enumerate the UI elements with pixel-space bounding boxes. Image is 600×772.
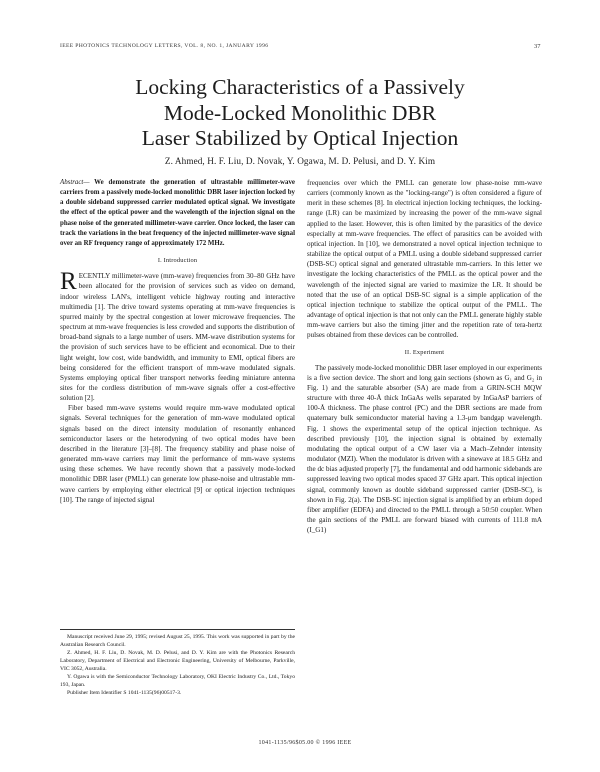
footnotes — [60, 629, 295, 697]
page-number: 37 — [534, 43, 541, 50]
footnote-manuscript: Manuscript received June 29, 1995; revised August 25, 1995. This work was supported in part by the Australian Research Council. — [60, 634, 295, 648]
section-heading-introduction: I. Introduction — [157, 257, 198, 265]
left-column — [60, 178, 295, 505]
title-line-3: Laser Stabilized by Optical Injection — [141, 126, 459, 150]
section-heading-experiment: II. Experiment — [404, 348, 445, 356]
abstract-text: We demonstrate the generation of ultrastable millimeter-wave carriers from a passively mode-locked monolithic DBR laser injection locked by a double sideband suppressed carrier modulated optical signal. We investigate the effect of the optical power and the wavelength of the injection signal on the phase noise of the generated millimeter-wave carrier. Once locked, the laser can track the variations in the beat frequency of the injected millimeter-wave signal over an RF frequency range of approximately 172 MHz. — [60, 179, 295, 247]
footnote-affiliation-2: Y. Ogawa is with the Semiconductor Technology Laboratory, OKI Electric Industry Co., Ltd., Tokyo 193, Japan. — [60, 674, 295, 688]
title-line-1: Locking Characteristics of a Passively — [135, 75, 465, 99]
experiment-paragraph-1: The passively mode-locked monolithic DBR laser employed in our experiments is a five section device. The short and long gain sections (shown as G₁ and G₂ in Fig. 1) and the saturable absorber (SA) are made from a GRIN-SCH MQW structure with three 40-Å thick InGaAs wells separated by InGaAsP barriers of 100-Å thickness. The phase control (PC) and the DBR sections are made from quaternary bulk semiconductor material having a 1.3-μm bandgap wavelength. Fig. 1 shows the experimental setup of the optical injection technique. As described previously [10], the injection signal is obtained by externally modulating the optical output of a CW laser via a Mach–Zehnder intensity modulator (MZI). When the modulator is driven with a sinewave at 18.5 GHz and the dc bias adjusted properly [7], the fundamental and odd harmonic sidebands are suppressed leaving two optical modes spaced 37 GHz apart. This optical injection signal, commonly known as double sideband suppressed carrier (DSB-SC), is shown in Fig. 2(a). The DSB-SC injection signal is amplified by an erbium doped fiber amplifier (EDFA) and directed to the PMLL through a 50:50 coupler. When the gain sections of the PMLL are forward biased with currents of 111.8 mA (I_G1) — [307, 363, 542, 535]
right-column — [307, 178, 542, 535]
running-head: IEEE PHOTONICS TECHNOLOGY LETTERS, VOL. 8, NO. 1, JANUARY 1996 — [60, 43, 269, 49]
copyright-code: 1041-1135/96$05.00 © 1996 IEEE — [258, 740, 352, 746]
intro-paragraph-1-text: ECENTLY millimeter-wave (mm-wave) frequencies from 30–80 GHz have been allocated for the provision of services such as video on demand, indoor wireless LAN's, intelligent vehicle highway routing and interactive multimedia [1]. The drive toward systems operating at mm-wave frequencies is spurred mainly by the spectral congestion at lower microwave frequencies. The spectrum at mm-wave frequencies is less crowded and supports the distribution of broad-band signals to a large number of users. MM-wave distribution systems for the provision of such services have to be efficient and economical. Due to their light weight, low cost, wide bandwidth, and immunity to EMI, optical fibers are being considered for the efficient transport of mm-wave modulated signals. Systems employing optical fiber transport networks feeding miniature antenna sites for the cordless distribution of mm-wave signals offer a cost-effective solution [2]. — [60, 272, 295, 403]
footnote-publisher-id: Publisher Item Identifier S 1041-1135(96)00517-3. — [67, 690, 182, 696]
intro-paragraph-3: frequencies over which the PMLL can generate low phase-noise mm-wave carriers (commonly known as the "locking-range") is often considered a figure of merit in these schemes [8]. In electrical injection locking techniques, the locking-range (LR) can be maximized by increasing the power of the mm-wave signal applied to the laser. However, this is often limited by the parasitics of the device especially at mm-wave frequencies. The effect of parasitics can be avoided with optical injection. In [10], we demonstrated a novel optical injection technique to stabilize the optical output of a PMLL using a double sideband suppressed carrier (DSB-SC) optical signal and generated ultrastable mm-carriers. In this letter we investigate the locking characteristics of the PMLL as the optical power and the wavelength of the injected signal are varied to maximize the LR. It should be noted that the use of an optical DSB-SC signal is a simple application of the optical injection technique to stabilize the optical output of the PMLL. The advantage of optical injection is that not only can the PMLL generate highly stable mm-wave carriers but also the timing jitter and the repetition rate of tera-hertz pulses obtained from these devices can be controlled. — [307, 179, 542, 340]
abstract — [60, 178, 295, 249]
title-line-2: Mode-Locked Monolithic DBR — [163, 100, 437, 125]
drop-cap: R — [60, 268, 77, 296]
intro-paragraph-1 — [60, 268, 295, 403]
author-list: Z. Ahmed, H. F. Liu, D. Novak, Y. Ogawa, M. D. Pelusi, and D. Y. Kim — [164, 156, 436, 166]
paper-title — [60, 75, 540, 152]
footnote-affiliation-1: Z. Ahmed, H. F. Liu, D. Novak, M. D. Pelusi, and D. Y. Kim are with the Photonics Research Laboratory, Department of Electrical and Electronic Engineering, University of Melbourne, Parkville, VIC 3052, Australia. — [60, 650, 295, 672]
abstract-lead: Abstract— — [60, 179, 90, 186]
intro-paragraph-2: Fiber based mm-wave systems would require mm-wave modulated optical signals. Several techniques for the generation of mm-wave modulated optical signals based on the direct intensity modulation of resonantly enhanced semiconductor lasers or the heterodyning of two optical modes have been described in the literature [3]–[8]. The frequency stability and phase noise of generated mm-wave carriers may limit the performance of mm-wave systems using these schemes. We have recently shown that a passively mode-locked monolithic DBR laser (PMLL) can generate low phase-noise and ultrastable mm-wave carriers by employing either electrical [9] or optical injection techniques [10]. The range of injected signal — [60, 404, 295, 504]
